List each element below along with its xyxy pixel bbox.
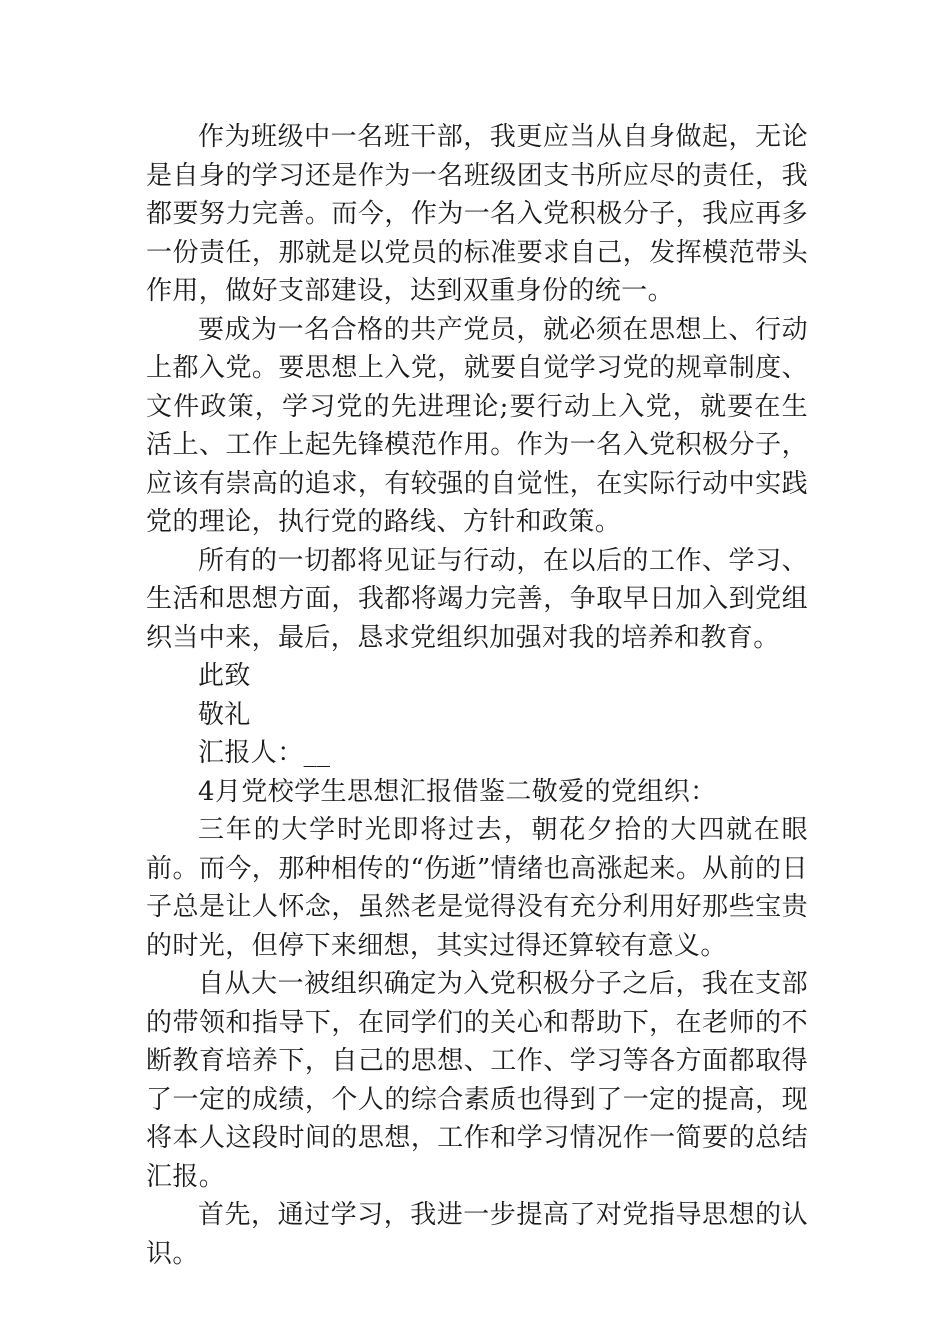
paragraph-3: 所有的一切都将见证与行动，在以后的工作、学习、生活和思想方面，我都将竭力完善，争取早日加入到党组织当中来，最后，恳求党组织加强对我的培养和教育。 (146, 545, 808, 653)
paragraph-6: 首先，通过学习，我进一步提高了对党指导思想的认识。 (146, 1200, 808, 1269)
reporter-line: 汇报人：__ (198, 738, 331, 768)
paragraph-5: 自从大一被组织确定为入党积极分子之后，我在支部的带领和指导下，在同学们的关心和帮助下，在老师的不断教育培养下，自己的思想、工作、学习等各方面都取得了一定的成绩，个人的综合素质也得到了一定的提高，现将本人这段时间的思想，工作和学习情况作一简要的总结汇报。 (146, 969, 808, 1192)
paragraph-1: 作为班级中一名班干部，我更应当从自身做起，无论是自身的学习还是作为一名班级团支书所应尽的责任，我都要努力完善。而今，作为一名入党积极分子，我应再多一份责任，那就是以党员的标准要求自己，发挥模范带头作用，做好支部建设，达到双重身份的统一。 (146, 122, 808, 306)
closing-line: 此致 (198, 661, 251, 691)
section-title: 4月党校学生思想汇报借鉴二敬爱的党组织： (198, 776, 717, 807)
salute-line: 敬礼 (198, 699, 251, 730)
document-body (146, 118, 808, 1273)
paragraph-2: 要成为一名合格的共产党员，就必须在思想上、行动上都入党。要思想上入党，就要自觉学习党的规章制度、文件政策，学习党的先进理论;要行动上入党，就要在生活上、工作上起先锋模范作用。作为一名入党积极分子，应该有崇高的追求，有较强的自觉性，在实际行动中实践党的理论，执行党的路线、方针和政策。 (146, 314, 808, 537)
paragraph-4: 三年的大学时光即将过去，朝花夕拾的大四就在眼前。而今，那种相传的“伤逝”情绪也高涨起来。从前的日子总是让人怀念，虽然老是觉得没有充分利用好那些宝贵的时光，但停下来细想，其实过得还算较有意义。 (146, 815, 808, 961)
